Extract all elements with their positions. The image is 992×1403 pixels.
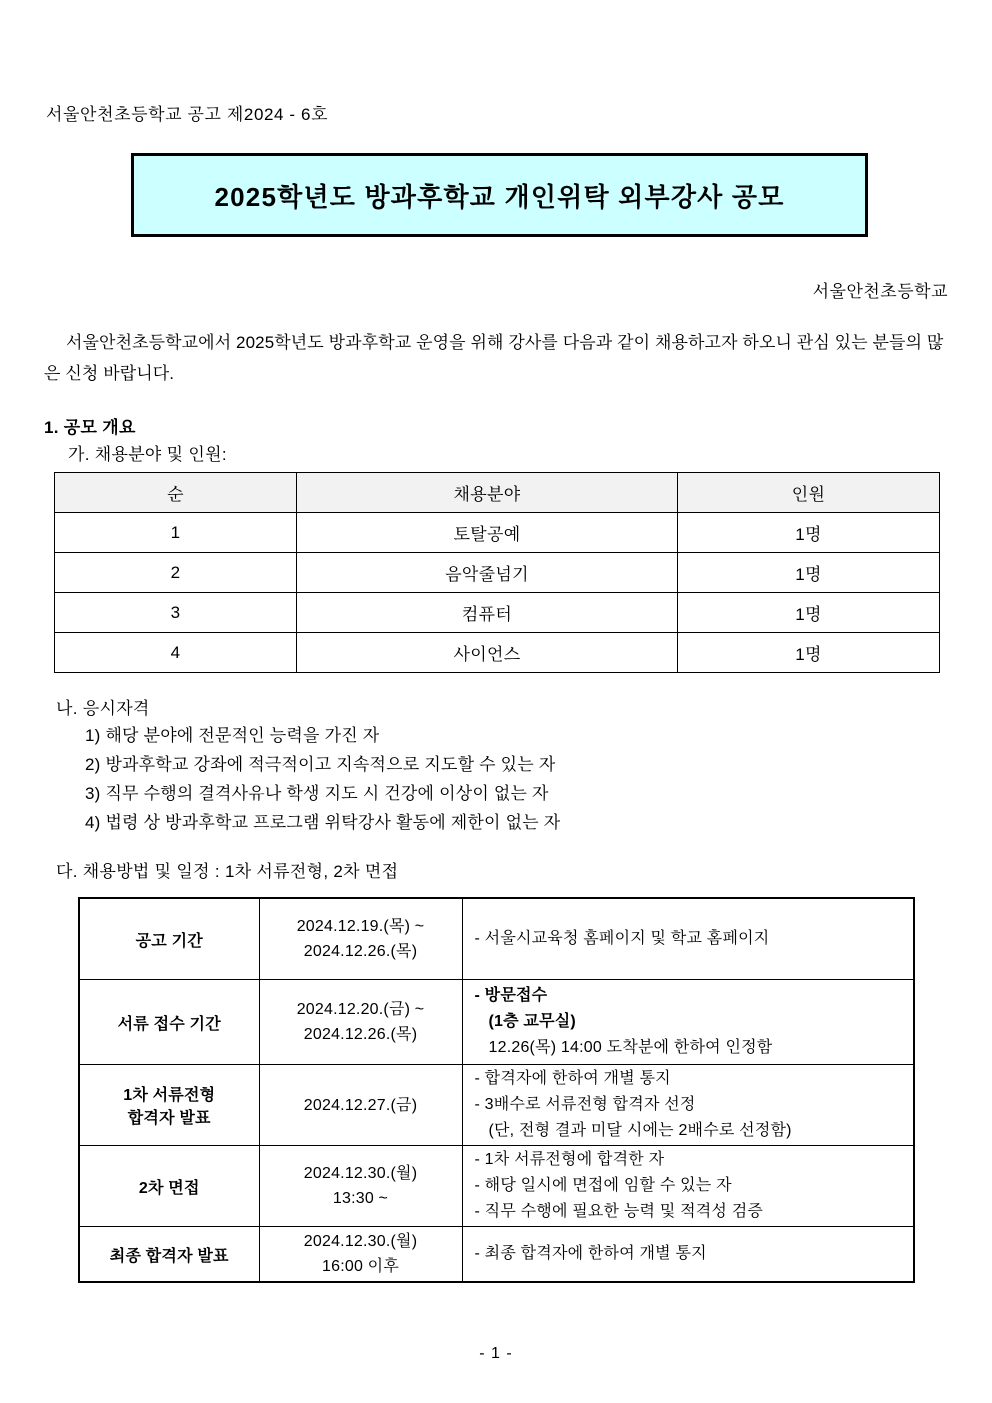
- cell-no: 2: [55, 553, 297, 593]
- list-item: 1) 해당 분야에 전문적인 능력을 가진 자: [85, 726, 380, 745]
- cell-stage-label: [79, 1065, 259, 1146]
- date-line-1: 2024.12.27.(금): [303, 1096, 418, 1114]
- table-row: [79, 1065, 914, 1146]
- recruitment-fields-table: [54, 472, 940, 673]
- label-line-1: 1차 서류전형: [123, 1087, 216, 1104]
- subsection-heading-qualification: 나. 응시자격: [56, 699, 150, 718]
- date-line-1: 2024.12.30.(월): [303, 1233, 418, 1250]
- cell-stage-label: 최종 합격자 발표: [79, 1227, 259, 1283]
- school-signature: 서울안천초등학교: [812, 282, 948, 301]
- label-line-2: 합격자 발표: [127, 1110, 211, 1127]
- cell-field: 컴퓨터: [297, 593, 678, 633]
- detail-line: - 직무 수행에 필요한 능력 및 적격성 검증: [474, 1203, 764, 1220]
- cell-count: 1명: [678, 513, 940, 553]
- cell-stage-detail: [462, 980, 914, 1065]
- cell-stage-date: [259, 898, 462, 980]
- detail-line: - 해당 일시에 면접에 임할 수 있는 자: [474, 1177, 732, 1194]
- cell-field: 사이언스: [297, 633, 678, 673]
- cell-no: 4: [55, 633, 297, 673]
- subsection-heading-method: 다. 채용방법 및 일정 : 1차 서류전형, 2차 면접: [56, 862, 399, 881]
- document-number: 서울안천초등학교 공고 제2024 - 6호: [46, 105, 329, 124]
- list-item: 2) 방과후학교 강좌에 적극적이고 지속적으로 지도할 수 있는 자: [85, 755, 556, 774]
- subsection-heading-fields: 가. 채용분야 및 인원:: [68, 445, 227, 464]
- date-line-2: 2024.12.26.(목): [303, 1026, 418, 1043]
- date-line-1: 2024.12.20.(금) ~: [296, 1001, 425, 1018]
- cell-count: 1명: [678, 553, 940, 593]
- cell-stage-detail: [462, 898, 914, 980]
- cell-stage-label: 서류 접수 기간: [79, 980, 259, 1065]
- page-title: 2025학년도 방과후학교 개인위탁 외부강사 공모: [214, 181, 785, 212]
- list-item: 3) 직무 수행의 결격사유나 학생 지도 시 건강에 이상이 없는 자: [85, 784, 549, 803]
- date-line-1: 2024.12.30.(월): [303, 1165, 418, 1182]
- table-row: [79, 1146, 914, 1227]
- column-header-count: 인원: [678, 473, 940, 513]
- cell-count: 1명: [678, 593, 940, 633]
- cell-count: 1명: [678, 633, 940, 673]
- date-line-2: 2024.12.26.(목): [303, 943, 418, 960]
- recruitment-schedule-table: [78, 897, 915, 1283]
- cell-stage-label: 2차 면접: [79, 1146, 259, 1227]
- detail-line: - 서울시교육청 홈페이지 및 학교 홈페이지: [474, 930, 770, 947]
- cell-no: 1: [55, 513, 297, 553]
- cell-stage-date: [259, 1227, 462, 1283]
- table-header-row: [55, 473, 940, 513]
- date-line-1: 2024.12.19.(목) ~: [296, 918, 425, 935]
- detail-line: - 3배수로 서류전형 합격자 선정: [474, 1096, 696, 1113]
- table-row: [79, 898, 914, 980]
- detail-line-bold: - 방문접수: [474, 987, 548, 1004]
- announcement-title-box: [131, 153, 868, 237]
- table-row: [79, 1227, 914, 1283]
- table-row: [79, 980, 914, 1065]
- detail-line: - 1차 서류전형에 합격한 자: [474, 1151, 665, 1168]
- page-number: - 1 -: [479, 1345, 513, 1362]
- table-row: [55, 633, 940, 673]
- qualification-list: [85, 721, 560, 837]
- list-item: 4) 법령 상 방과후학교 프로그램 위탁강사 활동에 제한이 없는 자: [85, 813, 561, 832]
- cell-stage-detail: [462, 1146, 914, 1227]
- section-heading-outline: 1. 공모 개요: [44, 418, 136, 437]
- cell-stage-date: [259, 980, 462, 1065]
- column-header-no: 순: [55, 473, 297, 513]
- cell-stage-date: [259, 1065, 462, 1146]
- cell-stage-label: 공고 기간: [79, 898, 259, 980]
- cell-field: 음악줄넘기: [297, 553, 678, 593]
- detail-line: 12.26(목) 14:00 도착분에 한하여 인정함: [488, 1039, 773, 1056]
- table-row: [55, 593, 940, 633]
- cell-field: 토탈공예: [297, 513, 678, 553]
- cell-stage-detail: [462, 1227, 914, 1283]
- cell-stage-detail: [462, 1065, 914, 1146]
- date-line-2: 13:30 ~: [332, 1190, 389, 1207]
- table-row: [55, 553, 940, 593]
- table-row: [55, 513, 940, 553]
- column-header-field: 채용분야: [297, 473, 678, 513]
- detail-line-bold-location: (1층 교무실): [488, 1013, 576, 1030]
- detail-line-note: (단, 전형 결과 미달 시에는 2배수로 선정함): [488, 1122, 792, 1139]
- date-line-2: 16:00 이후: [322, 1258, 399, 1275]
- cell-stage-date: [259, 1146, 462, 1227]
- detail-line: - 합격자에 한하여 개별 통지: [474, 1070, 671, 1087]
- intro-paragraph: 서울안천초등학교에서 2025학년도 방과후학교 운영을 위해 강사를 다음과 같이 채용하고자 하오니 관심 있는 분들의 많은 신청 바랍니다.: [44, 333, 944, 383]
- detail-line: - 최종 합격자에 한하여 개별 통지: [474, 1245, 707, 1262]
- cell-no: 3: [55, 593, 297, 633]
